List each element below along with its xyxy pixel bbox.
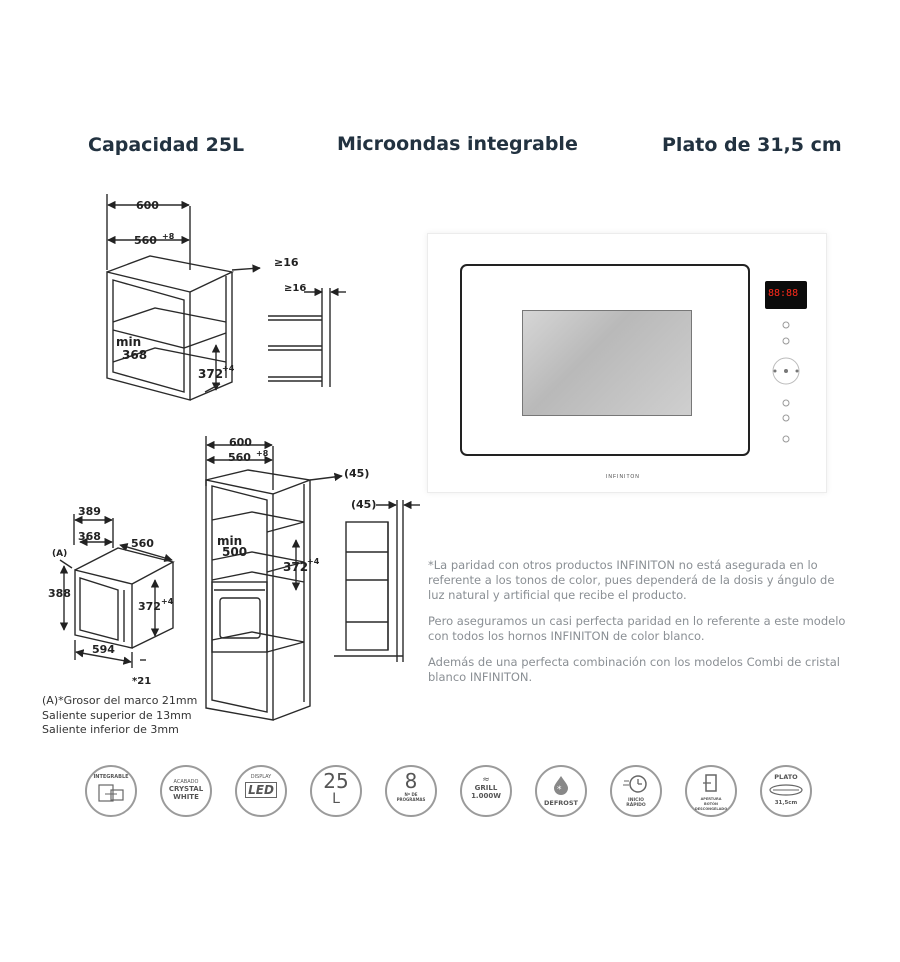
dim-gap-top: ≥16 xyxy=(274,256,299,269)
crystal-white-line2: WHITE xyxy=(173,793,199,801)
header-plate: Plato de 31,5 cm xyxy=(662,134,842,156)
dim-min-label: min xyxy=(116,335,142,349)
microwave-product-image xyxy=(427,233,827,493)
display-led-top: DISPLAY xyxy=(250,774,272,780)
note-top-protrusion: Saliente superior de 13mm xyxy=(42,709,192,722)
header-product-title: Microondas integrable xyxy=(337,133,578,155)
header-capacity: Capacidad 25L xyxy=(88,134,245,156)
integrable-label: INTEGRABLE xyxy=(93,774,129,780)
microwave-display-digits: 88:88 xyxy=(768,288,799,299)
programs-icon xyxy=(385,765,437,817)
feature-icons-row xyxy=(82,765,822,825)
tall-dim-min-label: min xyxy=(217,534,243,548)
unit-dim-inner-height-tol: +4 xyxy=(161,597,174,606)
programs-label-2: PROGRAMAS xyxy=(396,797,426,802)
unit-dim-front-width: 594 xyxy=(92,643,115,656)
microwave-display xyxy=(765,281,807,309)
tall-dim-height-tol: +4 xyxy=(307,557,320,566)
cabinet-oven-glyph xyxy=(96,782,126,804)
tall-cabinet-diagram xyxy=(206,436,420,720)
tall-dim-inner-width: 560 xyxy=(228,451,251,464)
note-bottom-protrusion: Saliente inferior de 3mm xyxy=(42,723,179,736)
tall-dim-width: 600 xyxy=(229,436,252,449)
dim-inner-width-tol: +8 xyxy=(162,232,175,241)
programs-label-1: Nº DE xyxy=(404,792,418,797)
door-label-1: APERTURA xyxy=(700,797,722,801)
dim-min-value: 368 xyxy=(122,348,148,362)
tall-dim-min-value: 500 xyxy=(222,545,248,559)
unit-dim-height: 388 xyxy=(48,587,71,600)
display-led-label: LED xyxy=(245,782,277,798)
unit-dim-width: 560 xyxy=(131,537,154,550)
unit-dim-inner-depth: 368 xyxy=(78,530,101,543)
plate-label: PLATO xyxy=(774,773,798,781)
door-button-icon xyxy=(685,765,737,817)
clock-arrow-glyph xyxy=(623,774,649,794)
crystal-white-line1: CRYSTAL xyxy=(168,785,204,793)
door-label-3: DESCONGELADO xyxy=(694,807,728,811)
display-led-icon xyxy=(235,765,287,817)
tall-dim-inner-width-tol: +8 xyxy=(256,449,269,458)
dim-inner-width: 560 xyxy=(134,234,157,247)
grill-power: 1.000W xyxy=(471,792,501,800)
grill-waves: ≈ xyxy=(482,775,490,785)
crystal-white-icon xyxy=(160,765,212,817)
unit-dim-inner-height: 372 xyxy=(138,600,161,613)
unit-dim-depth: 389 xyxy=(78,505,101,518)
capacity-unit: L xyxy=(332,791,340,807)
capacity-icon xyxy=(310,765,362,817)
disclaimer-paragraph: Además de una perfecta combinación con los modelos Combi de cristal blanco INFINITON. xyxy=(428,655,841,684)
tall-dim-gap: (45) xyxy=(344,467,370,480)
disclaimer-paragraph: Pero aseguramos un casi perfecta paridad en lo referente a este modelo con todos los hornos INFINITON de color blanco. xyxy=(428,614,846,643)
unit-a-mark: (A) xyxy=(52,549,68,559)
grill-icon xyxy=(460,765,512,817)
color-disclaimer xyxy=(428,558,848,696)
plate-icon xyxy=(760,765,812,817)
drop-snowflake-glyph xyxy=(552,775,570,795)
tall-dim-gap-side: (45) xyxy=(351,498,377,511)
dim-height-tol: +4 xyxy=(222,364,235,373)
quick-start-icon xyxy=(610,765,662,817)
tall-dim-height: 372 xyxy=(283,560,309,574)
integrable-icon xyxy=(85,765,137,817)
control-buttons xyxy=(758,319,818,459)
svg-text:*: * xyxy=(557,785,562,795)
defrost-label: DEFROST xyxy=(544,799,578,807)
plate-arrow-glyph xyxy=(768,784,804,796)
microwave-brand: INFINITON xyxy=(606,474,640,480)
dim-gap-side: ≥16 xyxy=(284,283,307,294)
microwave-unit-diagram xyxy=(60,514,173,668)
unit-dim-frame: *21 xyxy=(132,676,152,687)
capacity-number: 25 xyxy=(323,769,349,793)
dim-height: 372 xyxy=(198,367,224,381)
door-label-2: BOTÓN xyxy=(704,802,718,806)
quick-start-label-1: INICIO xyxy=(628,798,644,803)
microwave-window xyxy=(522,310,692,416)
disclaimer-paragraph: *La paridad con otros productos INFINITON no está asegurada en lo referente a los tonos de color, pues dependerá de la dosis y ángulo de luz natural y artificial que recibe el producto. xyxy=(428,558,835,602)
grill-label: GRILL xyxy=(474,784,498,792)
note-frame-thickness: (A)*Grosor del marco 21mm xyxy=(42,694,198,707)
crystal-white-top: ACABADO xyxy=(173,779,199,785)
defrost-icon xyxy=(535,765,587,817)
quick-start-label-2: RÁPIDO xyxy=(626,803,646,808)
plate-size: 31,5cm xyxy=(774,800,798,806)
dim-width-600: 600 xyxy=(136,199,159,212)
door-glyph xyxy=(701,773,721,793)
programs-number: 8 xyxy=(404,769,418,793)
